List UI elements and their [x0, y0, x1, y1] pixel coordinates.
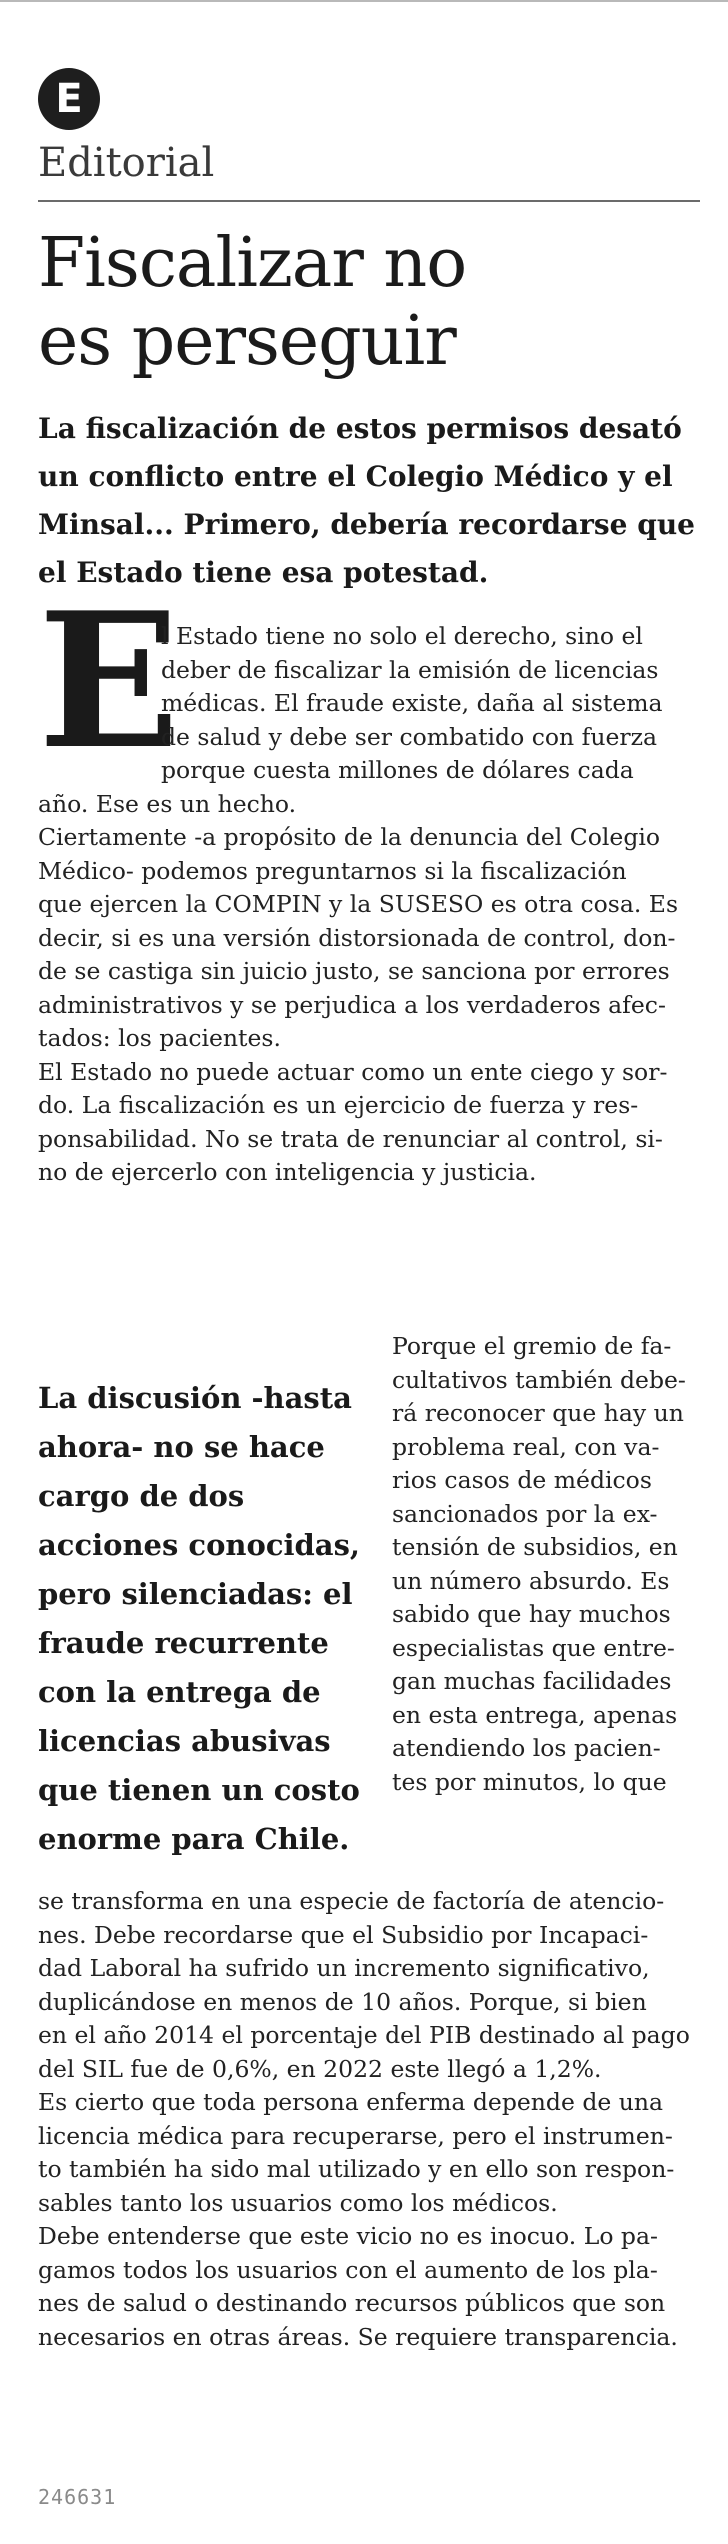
pull-quote-line: ahora- no se hace — [38, 1430, 325, 1464]
headline-line: es perseguir — [38, 302, 456, 381]
pull-quote-line: pero silenciadas: el — [38, 1577, 353, 1611]
body-line: porque cuesta millones de dólares cada — [161, 756, 634, 784]
body-line: do. La fiscalización es un ejercicio de fuerza y res- — [38, 1091, 639, 1119]
pull-quote-line: La discusión -hasta — [38, 1381, 352, 1415]
pull-quote-line: enorme para Chile. — [38, 1822, 350, 1856]
body-line: licencia médica para recuperarse, pero el instrumen- — [38, 2121, 673, 2150]
body-line: sabido que hay muchos — [392, 1600, 671, 1628]
body-line: médicas. El fraude existe, daña al sistema — [161, 689, 663, 717]
editorial-badge-icon: E — [38, 68, 100, 130]
section-label: Editorial — [38, 140, 215, 186]
body-line: en el año 2014 el porcentaje del PIB destinado al pago — [38, 2021, 690, 2049]
body-line: Médico- podemos preguntarnos si la fiscalización — [38, 856, 627, 885]
body-line: año. Ese es un hecho. — [38, 789, 297, 818]
body-line: Porque el gremio de fa- — [392, 1332, 672, 1360]
pull-quote-line: que tienen un costo — [38, 1773, 360, 1807]
body-line: duplicándose en menos de 10 años. Porque, si bien — [38, 1987, 647, 2016]
body-line: deber de fiscalizar la emisión de licencias — [161, 655, 659, 684]
article-body-closing — [38, 1885, 718, 2354]
body-line: atendiendo los pacien- — [392, 1734, 661, 1762]
body-line: gan muchas facilidades — [392, 1667, 672, 1695]
body-line: tensión de subsidios, en — [392, 1533, 678, 1561]
body-line: rá reconocer que hay un — [392, 1399, 684, 1427]
pull-quote-line: acciones conocidas, — [38, 1528, 361, 1562]
headline-line: Fiscalizar no — [38, 224, 467, 303]
body-line: no de ejercerlo con inteligencia y justicia. — [38, 1158, 537, 1186]
body-line: Ciertamente -a propósito de la denuncia del Colegio — [38, 823, 661, 851]
body-line: to también ha sido mal utilizado y en ello son respon- — [38, 2155, 675, 2183]
section-divider — [38, 200, 700, 202]
pull-quote-line: fraude recurrente — [38, 1626, 329, 1660]
body-line: del SIL fue de 0,6%, en 2022 este llegó a 1,2%. — [38, 2054, 602, 2083]
body-line: rios casos de médicos — [392, 1466, 652, 1494]
body-line: Es cierto que toda persona enferma depende de una — [38, 2088, 664, 2116]
body-line: de se castiga sin juicio justo, se sanciona por errores — [38, 957, 670, 985]
body-line: en esta entrega, apenas — [392, 1700, 678, 1729]
body-line: que ejercen la COMPIN y la SUSESO es otra cosa. Es — [38, 890, 679, 918]
body-line: sancionados por la ex- — [392, 1499, 658, 1528]
body-line: tes por minutos, lo que — [392, 1767, 667, 1796]
body-line: decir, si es una versión distorsionada de control, don- — [38, 923, 676, 952]
body-line: nes de salud o destinando recursos públicos que son — [38, 2289, 666, 2317]
top-border-rule — [0, 0, 728, 2]
body-line: un número absurdo. Es — [392, 1566, 670, 1595]
article-body-right-column — [392, 1330, 718, 1799]
drop-cap: E — [38, 571, 180, 790]
body-line: se transforma en una especie de factoría de atencio- — [38, 1887, 665, 1915]
pull-quote-line: con la entrega de — [38, 1675, 321, 1709]
body-line: nes. Debe recordarse que el Subsidio por Incapaci- — [38, 1920, 649, 1949]
deck-line: La fiscalización de estos permisos desató — [38, 412, 682, 445]
body-line: especialistas que entre- — [392, 1633, 675, 1662]
body-line: gamos todos los usuarios con el aumento de los pla- — [38, 2255, 658, 2284]
pull-quote-line: licencias abusivas — [38, 1724, 331, 1758]
pull-quote — [38, 1374, 383, 1864]
deck-line: Minsal... Primero, debería recordarse que — [38, 508, 695, 541]
body-line: necesarios en otras áreas. Se requiere transparencia. — [38, 2322, 678, 2351]
deck-line: un conflicto entre el Colegio Médico y el — [38, 460, 673, 493]
body-line: l Estado tiene no solo el derecho, sino el — [161, 622, 643, 650]
body-line: de salud y debe ser combatido con fuerza — [161, 722, 657, 751]
body-line: sables tanto los usuarios como los médicos. — [38, 2188, 558, 2217]
deck-subtitle — [38, 405, 718, 597]
body-line: administrativos y se perjudica a los verdaderos afec- — [38, 990, 666, 1019]
body-line: tados: los pacientes. — [38, 1024, 281, 1052]
article-body-intro — [38, 620, 718, 1190]
pull-quote-line: cargo de dos — [38, 1479, 245, 1513]
body-line: dad Laboral ha sufrido un incremento significativo, — [38, 1954, 650, 1982]
deck-line: el Estado tiene esa potestad. — [38, 556, 489, 589]
body-line: El Estado no puede actuar como un ente ciego y sor- — [38, 1057, 668, 1086]
body-line: problema real, con va- — [392, 1432, 660, 1461]
headline — [38, 225, 718, 381]
body-line: Debe entenderse que este vicio no es inocuo. Lo pa- — [38, 2222, 658, 2250]
body-line: cultativos también debe- — [392, 1365, 686, 1394]
body-line: ponsabilidad. No se trata de renunciar al control, si- — [38, 1124, 663, 1153]
clipping-id: 246631 — [38, 2485, 117, 2509]
